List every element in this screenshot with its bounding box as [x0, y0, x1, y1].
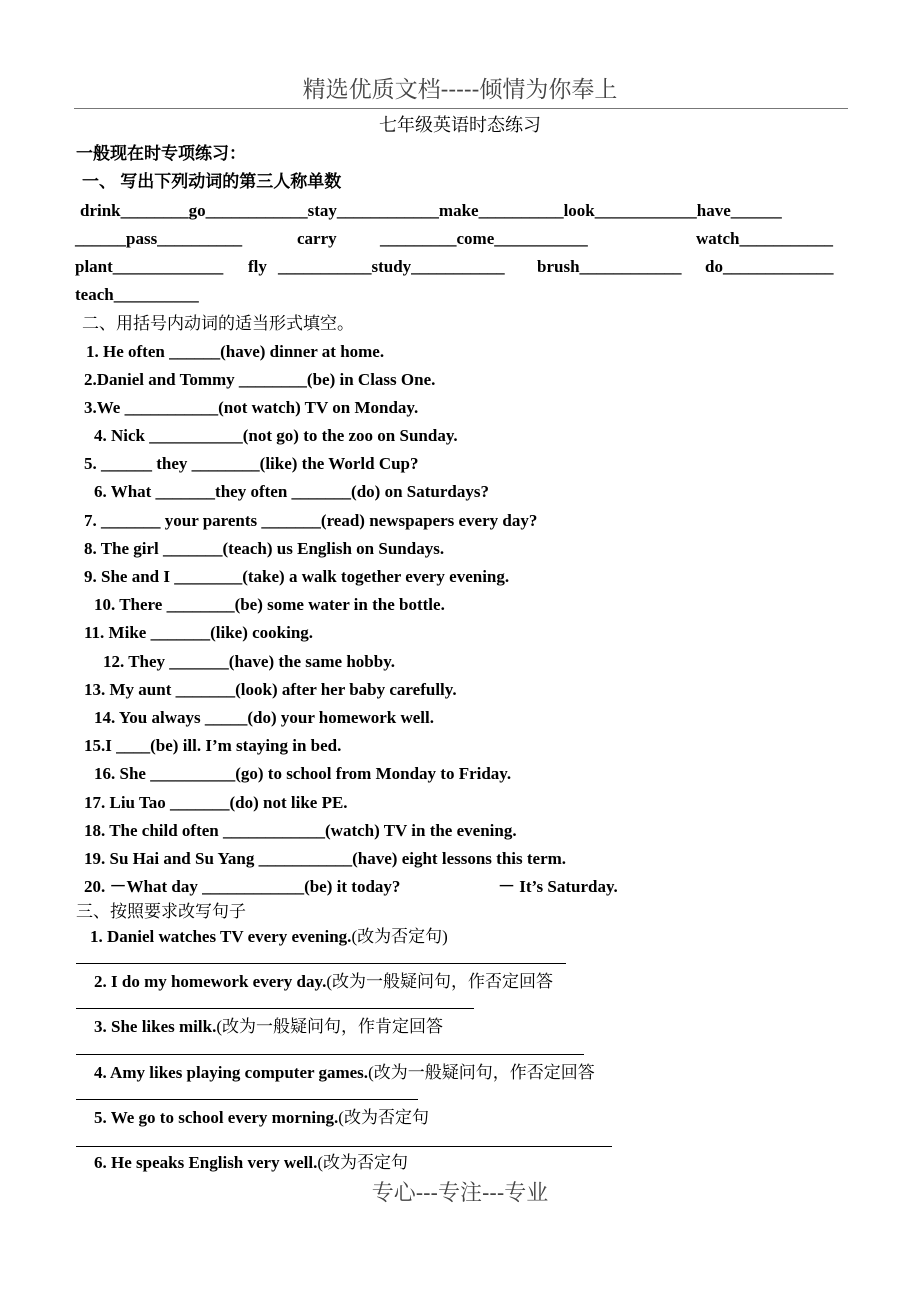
- page-header: 精选优质文档-----倾情为你奉上: [302, 77, 618, 103]
- rewrite-item-6-en: 6. He speaks English very well.: [94, 1153, 318, 1172]
- fill-item-14: 14. You always _____(do) your homework well.: [94, 708, 435, 727]
- verb-row-3-a: plant_____________: [75, 257, 224, 276]
- fill-item-20-answer: － It’s Saturday.: [498, 877, 618, 896]
- rewrite-item-1: [90, 928, 448, 945]
- fill-item-2: 2.Daniel and Tommy ________(be) in Class One.: [84, 370, 436, 389]
- fill-item-5: 5. ______ they ________(like) the World Cup?: [84, 454, 419, 473]
- fill-item-12: 12. They _______(have) the same hobby.: [103, 652, 396, 671]
- rewrite-item-3-cn: (改为一般疑问句，作肯定回答: [216, 1017, 444, 1036]
- rewrite-item-6: [94, 1154, 408, 1171]
- verb-row-2-a: ______pass__________: [75, 229, 243, 248]
- answer-line-4: [76, 1099, 418, 1100]
- fill-item-9: 9. She and I ________(take) a walk together every evening.: [84, 567, 510, 586]
- rewrite-item-4-en: 4. Amy likes playing computer games.: [94, 1063, 369, 1082]
- fill-item-19: 19. Su Hai and Su Yang ___________(have) eight lessons this term.: [84, 849, 567, 868]
- verb-row-2-d: watch___________: [696, 229, 833, 248]
- rewrite-item-2-cn: (改为一般疑问句，作否定回答: [326, 972, 553, 991]
- fill-item-4: 4. Nick ___________(not go) to the zoo on Sunday.: [94, 426, 458, 445]
- fill-item-7: 7. _______ your parents _______(read) newspapers every day?: [84, 511, 538, 530]
- header-rule: [74, 108, 848, 109]
- rewrite-item-3-en: 3. She likes milk.: [94, 1017, 217, 1036]
- fill-item-16: 16. She __________(go) to school from Monday to Friday.: [94, 764, 512, 783]
- verb-row-4: teach__________: [75, 285, 199, 304]
- verb-row-3-d: brush____________: [537, 257, 682, 276]
- verb-row-3-e: do_____________: [705, 257, 834, 276]
- part2-title: 二、用括号内动词的适当形式填空。: [82, 314, 354, 333]
- fill-item-3: 3.We ___________(not watch) TV on Monday.: [84, 398, 419, 417]
- verb-row-3-b: fly: [248, 257, 267, 276]
- worksheet-title: 七年级英语时态练习: [379, 115, 541, 135]
- answer-line-2: [76, 1008, 474, 1009]
- fill-item-8: 8. The girl _______(teach) us English on Sundays.: [84, 539, 445, 558]
- rewrite-item-5: [94, 1109, 429, 1126]
- answer-line-3: [76, 1054, 584, 1055]
- rewrite-item-3: [94, 1018, 443, 1035]
- rewrite-item-4: [94, 1064, 595, 1081]
- fill-item-1: 1. He often ______(have) dinner at home.: [86, 342, 385, 361]
- rewrite-item-4-cn: (改为一般疑问句，作否定回答: [368, 1063, 595, 1082]
- answer-line-5: [76, 1146, 612, 1147]
- fill-item-13: 13. My aunt _______(look) after her baby carefully.: [84, 680, 457, 699]
- fill-item-10: 10. There ________(be) some water in the bottle.: [94, 595, 445, 614]
- rewrite-item-2: [94, 973, 553, 990]
- rewrite-item-6-cn: (改为否定句: [317, 1153, 409, 1172]
- verb-row-3-c: ___________study___________: [278, 257, 505, 276]
- fill-item-17: 17. Liu Tao _______(do) not like PE.: [84, 793, 348, 812]
- fill-item-15: 15.I ____(be) ill. I’m staying in bed.: [84, 736, 342, 755]
- rewrite-item-5-cn: (改为否定句: [338, 1108, 429, 1127]
- fill-item-18: 18. The child often ____________(watch) TV in the evening.: [84, 821, 517, 840]
- rewrite-item-1-cn: (改为否定句): [351, 927, 448, 946]
- verb-row-2-c: _________come___________: [380, 229, 588, 248]
- part3-title: 三、按照要求改写句子: [76, 902, 246, 921]
- answer-line-1: [76, 963, 566, 964]
- rewrite-item-2-en: 2. I do my homework every day.: [94, 972, 327, 991]
- rewrite-item-5-en: 5. We go to school every morning.: [94, 1108, 339, 1127]
- rewrite-item-1-en: 1. Daniel watches TV every evening.: [90, 927, 352, 946]
- part1-title: 一、 写出下列动词的第三人称单数: [82, 172, 342, 191]
- fill-item-20: 20. －What day ____________(be) it today?: [84, 877, 401, 896]
- verb-row-1: drink________go____________stay____________make__________look____________have______: [80, 201, 782, 220]
- section-heading: 一般现在时专项练习：: [76, 144, 246, 163]
- page-footer: 专心---专注---专业: [371, 1181, 549, 1206]
- fill-item-11: 11. Mike _______(like) cooking.: [84, 623, 314, 642]
- verb-row-2-b: carry: [297, 229, 337, 248]
- fill-item-6: 6. What _______they often _______(do) on Saturdays?: [94, 482, 489, 501]
